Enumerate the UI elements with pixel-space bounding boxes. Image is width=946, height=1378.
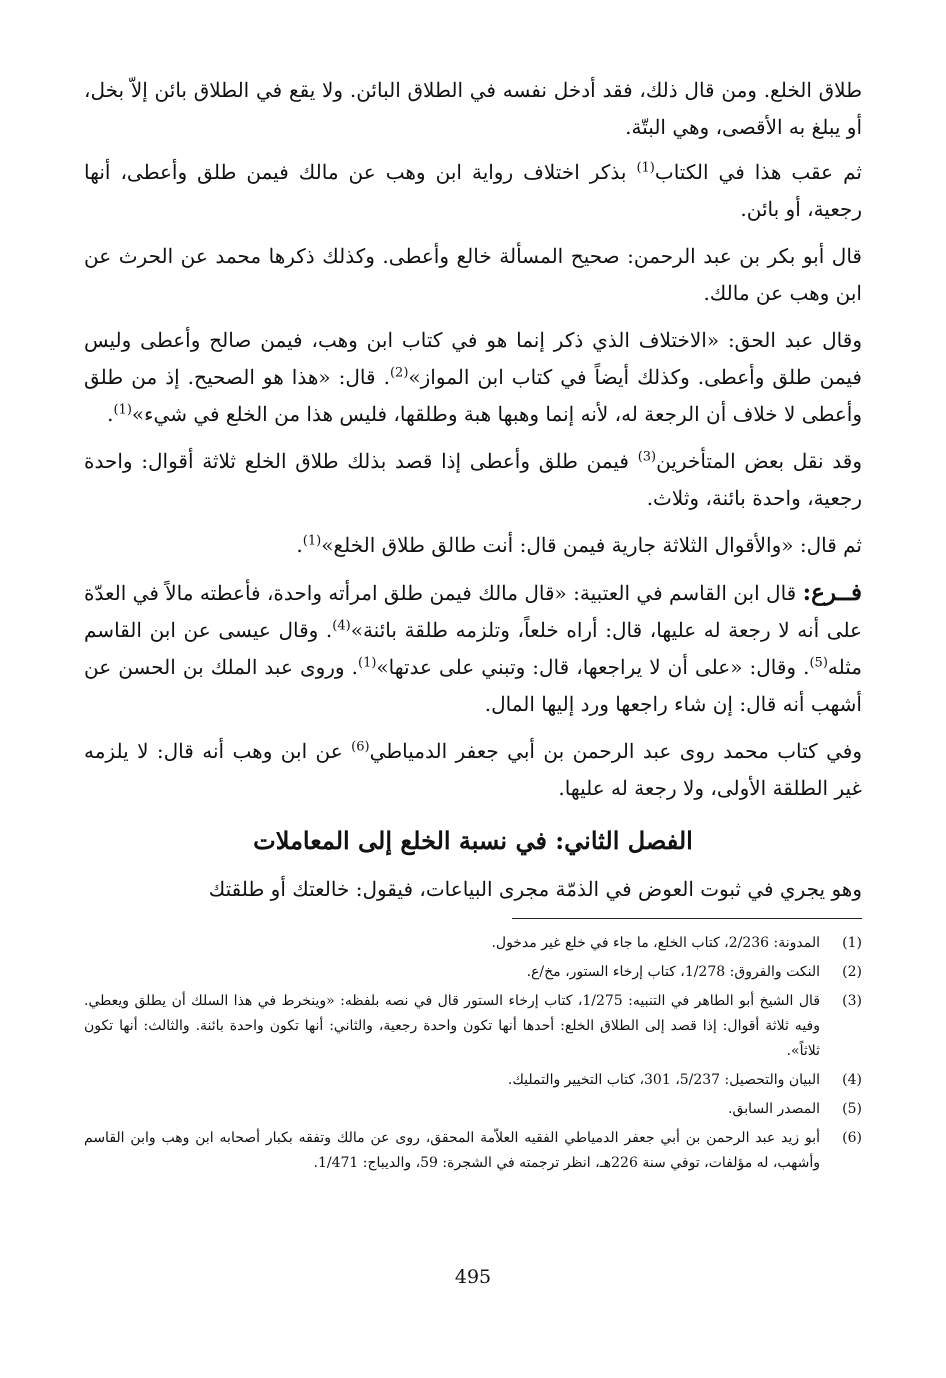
footnote-item xyxy=(84,960,862,985)
footnote-item xyxy=(84,931,862,956)
footnote-reference[interactable]: (5) xyxy=(809,655,828,671)
footnote-item xyxy=(84,1126,862,1176)
paragraph-text: عن ابن وهب أنه قال: لا يلزمه غير الطلقة الأولى، ولا رجعة له عليها. xyxy=(84,739,862,800)
page-number: 495 xyxy=(454,1266,492,1288)
footnote-text: المصدر السابق. xyxy=(728,1101,820,1117)
footnote-number: (5) xyxy=(842,1101,862,1117)
footnote-number: (2) xyxy=(842,964,862,980)
paragraph-text: ثم قال: «والأقوال الثلاثة جارية فيمن قال: أنت طالق طلاق الخلع» xyxy=(321,533,862,557)
footnotes xyxy=(84,931,862,1176)
footnote-text: أبو زيد عبد الرحمن بن أبي جعفر الدمياطي الفقيه العلاّمة المحقق، روى عن مالك وتفقه بكبار أصحابه ابن وهب وابن القاسم وأشهب، له مؤلفات، توفي سنة 226هـ، انظر ترجمته في الشجرة: 59، والديباج: 1/471. xyxy=(84,1130,820,1171)
footnote-text: المدونة: 2/236، كتاب الخلع، ما جاء في خلع غير مدخول. xyxy=(491,935,820,951)
footnote-item xyxy=(84,989,862,1064)
footnote-number: (3) xyxy=(842,993,862,1009)
paragraph-text: وفي كتاب محمد روى عبد الرحمن بن أبي جعفر الدمياطي xyxy=(369,739,862,763)
footnote-item xyxy=(84,1068,862,1093)
paragraph-2 xyxy=(84,154,862,228)
paragraph-text: . xyxy=(107,402,114,426)
footnote-number: (6) xyxy=(842,1130,862,1146)
footnote-number: (1) xyxy=(842,935,862,951)
paragraph-text: . وقال عيسى عن ابن القاسم مثله xyxy=(84,618,862,679)
paragraph-text: . وروى عبد الملك بن الحسن عن أشهب أنه قال: إن شاء راجعها ورد إليها المال. xyxy=(84,655,862,716)
paragraph-text: وهو يجري في ثبوت العوض في الذمّة مجرى البياعات، فيقول: خالعتك أو طلقتك xyxy=(208,877,862,901)
paragraph-text: وقال عبد الحق: «الاختلاف الذي ذكر إنما هو في كتاب ابن وهب، فيمن صالح وأعطى وليس فيمن طلق وأعطى. وكذلك أيضاً في كتاب ابن المواز» xyxy=(84,328,862,389)
footnote-reference[interactable]: (1) xyxy=(636,160,655,176)
section-title: الفصل الثاني: في نسبة الخلع إلى المعاملات xyxy=(253,826,693,855)
paragraph-8 xyxy=(84,733,862,807)
paragraph-3 xyxy=(84,238,862,312)
footnote-reference[interactable]: (1) xyxy=(113,402,132,418)
paragraph-7 xyxy=(84,574,862,723)
footnote-text: قال الشيخ أبو الطاهر في التنبيه: 1/275، كتاب إرخاء الستور قال في نصه بلفظه: «وينخرط في هذا السلك أن يطلق ويعطي. وفيه ثلاثة أقوال: إذا قصد إلى الطلاق الخلع: أحدها أنها تكون واحدة رجعية، والثاني: أنها تكون واحدة بائنة. والثالث: أنها تكون ثلاثاً». xyxy=(84,993,821,1059)
footnote-reference[interactable]: (1) xyxy=(302,533,322,549)
paragraph-text: . وقال: «على أن لا يراجعها، قال: وتبني على عدتها» xyxy=(376,655,810,679)
paragraph-text: قال ابن القاسم في العتبية: «قال مالك فيمن طلق امرأته واحدة، فأعطته مالاً في العدّة على أنه لا رجعة له عليها، قال: أراه خلعاً، وتلزمه طلقة بائنة» xyxy=(84,581,862,642)
paragraph-6 xyxy=(84,527,862,564)
footnote-reference[interactable]: (1) xyxy=(357,655,377,671)
paragraph-5 xyxy=(84,443,862,517)
footnote-reference[interactable]: (3) xyxy=(637,449,657,465)
paragraph-text: ثم عقب هذا في الكتاب xyxy=(654,160,862,184)
footnote-text: النكت والفروق: 1/278، كتاب إرخاء الستور، مخ/ع. xyxy=(526,964,820,980)
paragraph-4 xyxy=(84,322,862,433)
footnote-reference[interactable]: (4) xyxy=(332,618,351,634)
paragraph-text: فيمن طلق وأعطى إذا قصد بذلك طلاق الخلع ثلاثة أقوال: واحدة رجعية، واحدة بائنة، وثلاث. xyxy=(84,449,862,510)
footnote-reference[interactable]: (2) xyxy=(389,365,409,381)
footnote-item xyxy=(84,1097,862,1122)
paragraph-9 xyxy=(84,871,862,908)
paragraph-text: بذكر اختلاف رواية ابن وهب عن مالك فيمن طلق وأعطى، أنها رجعية، أو بائن. xyxy=(84,160,862,221)
paragraph-text: قال أبو بكر بن عبد الرحمن: صحيح المسألة خالع وأعطى. وكذلك ذكرها محمد عن الحرث عن ابن وهب عن مالك. xyxy=(84,244,862,305)
paragraph-text: وقد نقل بعض المتأخرين xyxy=(656,449,862,473)
branch-label: فــرع: xyxy=(802,579,862,606)
footnote-separator xyxy=(512,918,862,919)
paragraph-text: طلاق الخلع. ومن قال ذلك، فقد أدخل نفسه في الطلاق البائن. ولا يقع في الطلاق بائن إلاّ بخل، أو يبلغ به الأقصى، وهي البتّة. xyxy=(84,78,863,139)
paragraph-text: . قال: «هذا هو الصحيح. إذ من طلق وأعطى لا خلاف أن الرجعة له، لأنه إنما وهبها هبة وطلقها، فليس هذا من الخلع في شيء» xyxy=(84,365,862,426)
footnote-text: البيان والتحصيل: 5/237، 301، كتاب التخيير والتمليك. xyxy=(507,1072,820,1088)
footnote-reference[interactable]: (6) xyxy=(351,739,370,755)
paragraph-text: . xyxy=(296,533,303,557)
paragraph-1 xyxy=(84,72,862,146)
footnote-number: (4) xyxy=(842,1072,862,1088)
